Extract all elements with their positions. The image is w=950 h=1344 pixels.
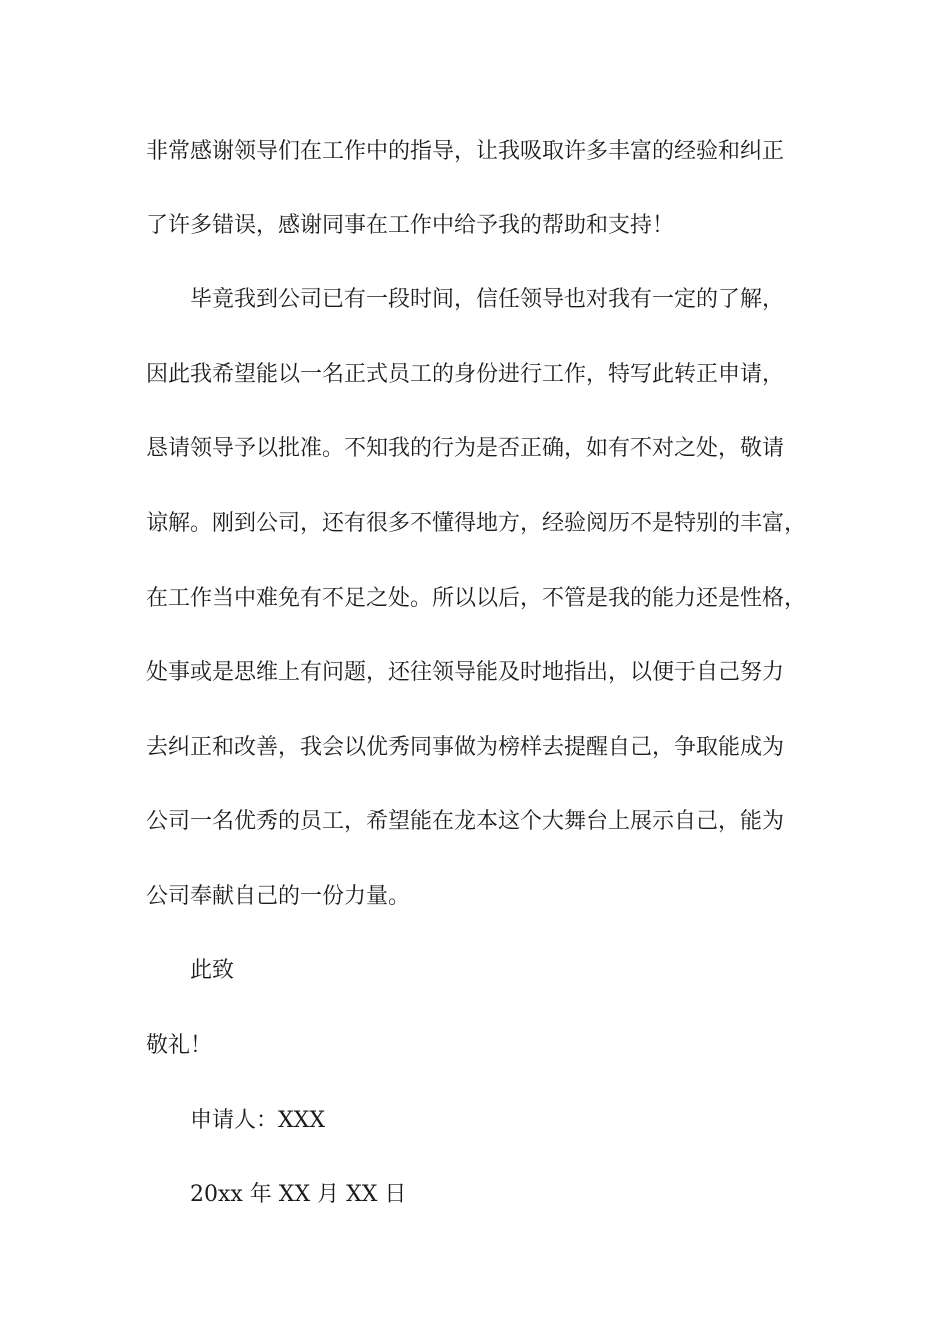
salutation: 敬礼！ <box>146 1033 213 1058</box>
body-line-10: 公司一名优秀的员工，希望能在龙本这个大舞台上展示自己，能为 <box>146 809 785 834</box>
body-line-2: 了许多错误，感谢同事在工作中给予我的帮助和支持！ <box>146 213 675 238</box>
body-line-4: 因此我希望能以一名正式员工的身份进行工作，特写此转正申请， <box>146 362 785 387</box>
body-line-3: 毕竟我到公司已有一段时间，信任领导也对我有一定的了解， <box>190 287 785 312</box>
body-line-1: 非常感谢领导们在工作中的指导，让我吸取许多丰富的经验和纠正 <box>146 139 785 164</box>
body-line-6: 谅解。刚到公司，还有很多不懂得地方，经验阅历不是特别的丰富， <box>146 511 807 536</box>
closing: 此致 <box>190 958 235 983</box>
body-line-11: 公司奉献自己的一份力量。 <box>146 884 411 909</box>
body-line-8: 处事或是思维上有问题，还往领导能及时地指出，以便于自己努力 <box>146 660 785 685</box>
date: 20xx 年 XX 月 XX 日 <box>190 1182 407 1207</box>
body-line-7: 在工作当中难免有不足之处。所以以后，不管是我的能力还是性格， <box>146 586 807 611</box>
applicant: 申请人：XXX <box>190 1108 325 1133</box>
body-line-9: 去纠正和改善，我会以优秀同事做为榜样去提醒自己，争取能成为 <box>146 735 785 760</box>
body-line-5: 恳请领导予以批准。不知我的行为是否正确，如有不对之处，敬请 <box>146 436 785 461</box>
